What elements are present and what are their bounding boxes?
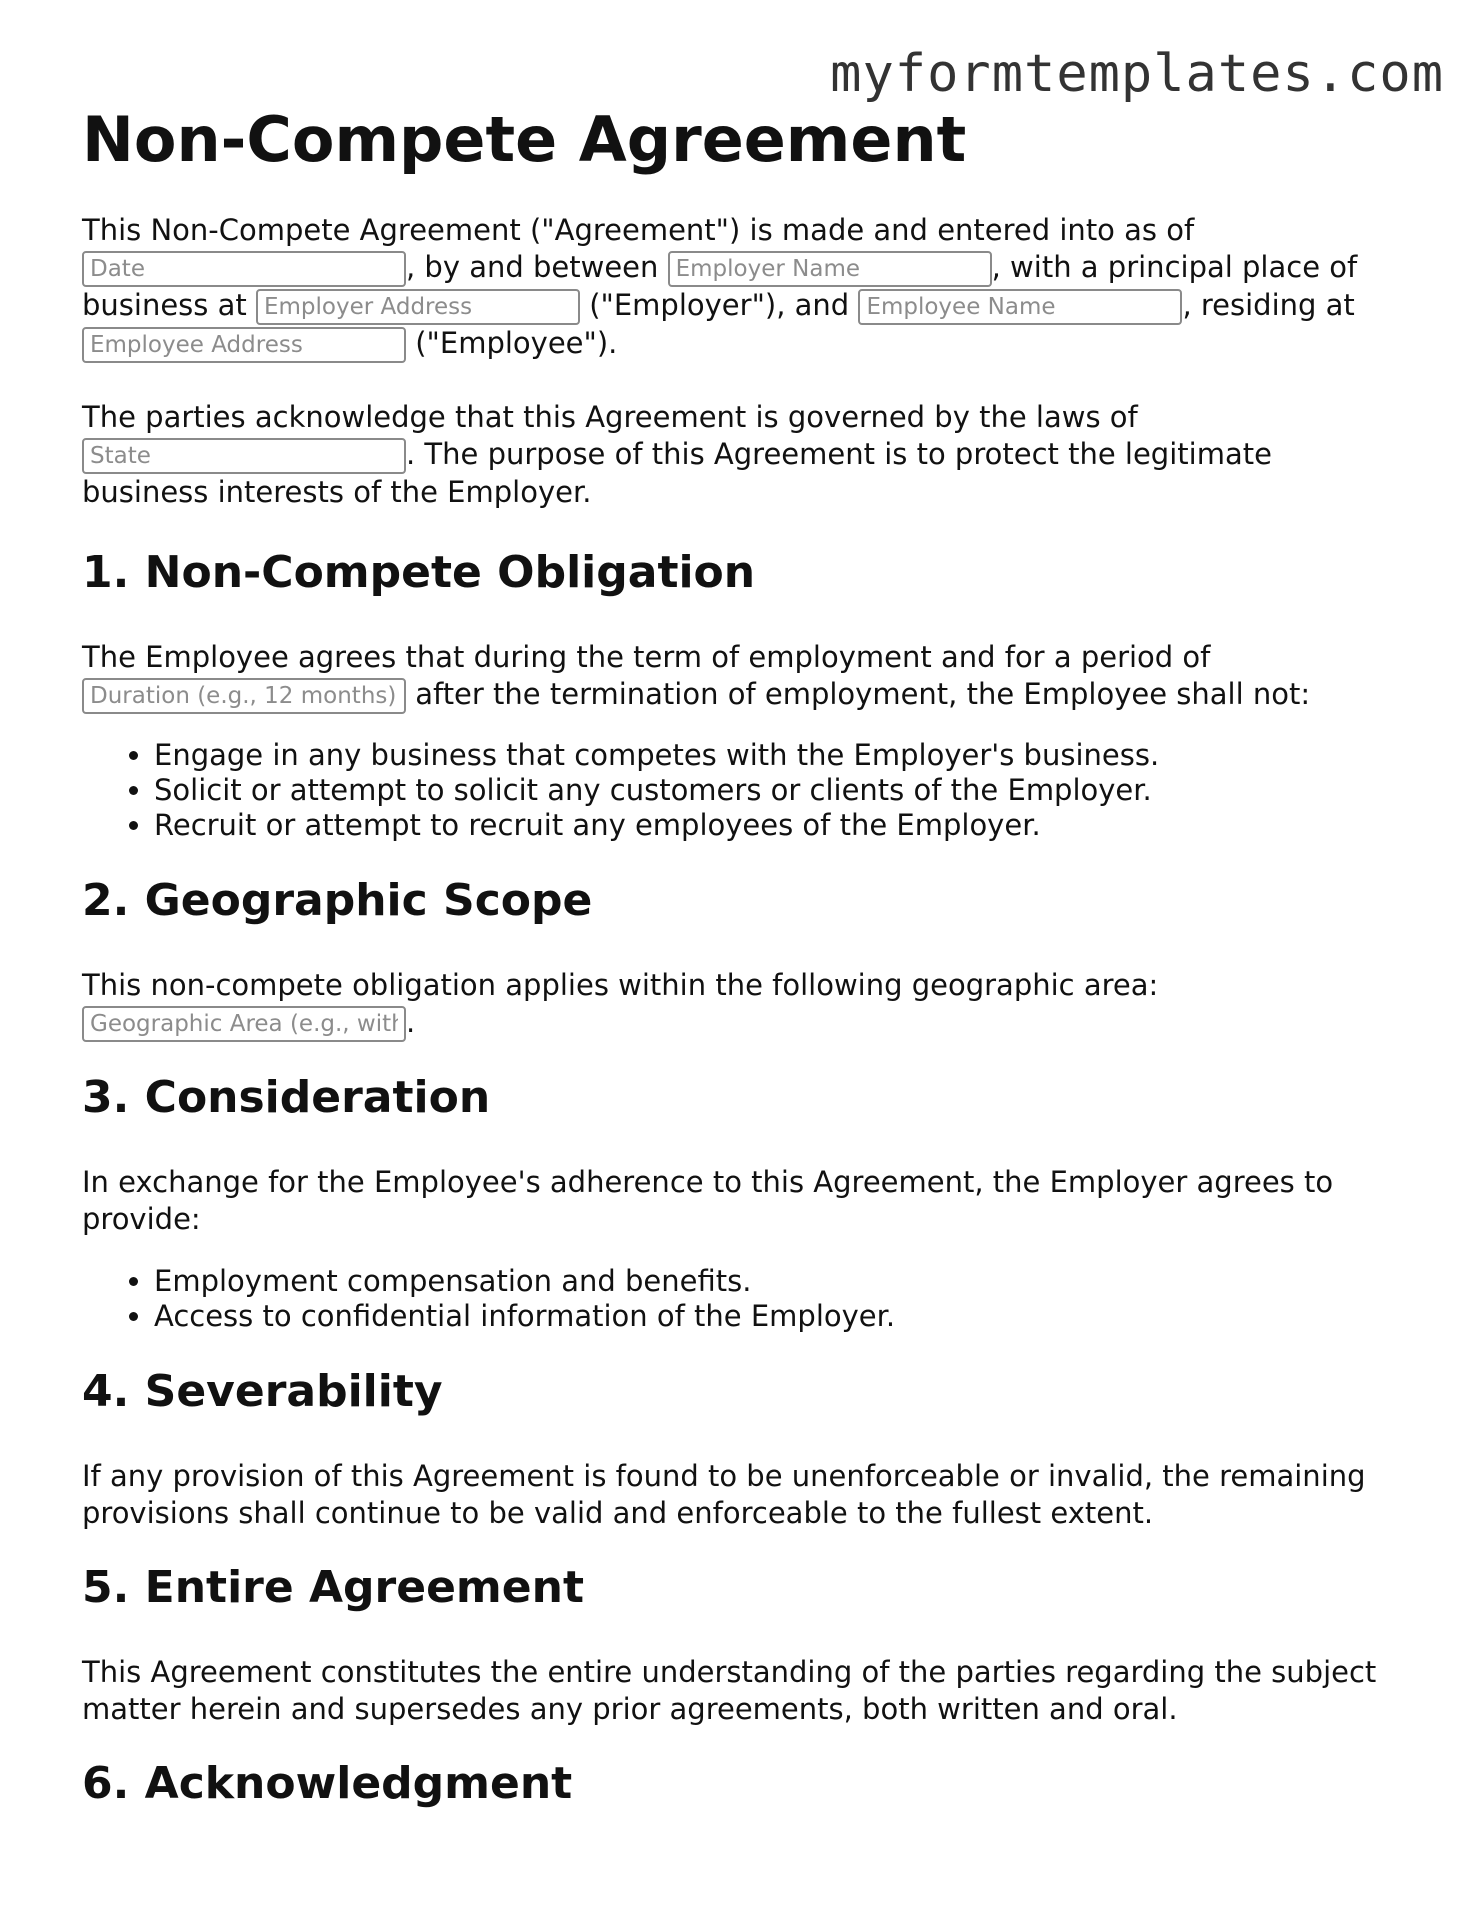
intro-text-1: This Non-Compete Agreement ("Agreement") is made and entered into as of: [82, 213, 1195, 247]
section-3-list: [82, 1264, 1382, 1334]
document-page: [82, 0, 1382, 1812]
section-2-paragraph: [82, 967, 1382, 1042]
list-item: • Employment compensation and benefits.: [154, 1264, 1382, 1299]
page-title: Non-Compete Agreement: [82, 103, 967, 176]
section-1-paragraph: [82, 639, 1382, 714]
intro-text-5: , residing at: [1182, 288, 1355, 322]
state-input[interactable]: [82, 438, 406, 474]
intro-text-4: ("Employer"), and: [579, 288, 859, 322]
duration-input[interactable]: [82, 678, 406, 714]
intro-text-6: ("Employee").: [406, 326, 618, 360]
section-3-heading: 3. Consideration: [82, 1072, 491, 1123]
section-2-text-2: .: [406, 1005, 416, 1039]
list-item: • Recruit or attempt to recruit any employees of the Employer.: [154, 808, 1382, 843]
section-6-heading: 6. Acknowledgment: [82, 1758, 573, 1809]
employer-address-input[interactable]: [256, 289, 580, 325]
employee-address-input[interactable]: [82, 327, 406, 363]
section-1-heading: 1. Non-Compete Obligation: [82, 547, 756, 598]
governing-law-paragraph: [82, 399, 1382, 511]
intro-text-3: , with a principal place of business at: [82, 250, 1358, 322]
employer-name-input[interactable]: [668, 251, 992, 287]
section-2-heading: 2. Geographic Scope: [82, 875, 593, 926]
list-item: • Solicit or attempt to solicit any customers or clients of the Employer.: [154, 773, 1382, 808]
intro-text-2: , by and between: [406, 250, 668, 284]
employee-name-input[interactable]: [858, 289, 1182, 325]
section-2-text-1: This non-compete obligation applies within the following geographic area:: [82, 968, 1159, 1002]
geographic-area-input[interactable]: [82, 1006, 406, 1042]
law-text-1: The parties acknowledge that this Agreement is governed by the laws of: [82, 400, 1138, 434]
section-3-paragraph: In exchange for the Employee's adherence to this Agreement, the Employer agrees to provide:: [82, 1165, 1334, 1236]
law-text-2: . The purpose of this Agreement is to protect the legitimate business interests of the Employer.: [82, 437, 1272, 509]
list-item: • Engage in any business that competes with the Employer's business.: [154, 738, 1382, 773]
date-input[interactable]: [82, 251, 406, 287]
site-watermark: myformtemplates.com: [830, 44, 1444, 104]
section-5-heading: 5. Entire Agreement: [82, 1562, 584, 1613]
intro-paragraph: [82, 212, 1382, 363]
section-4-paragraph: If any provision of this Agreement is found to be unenforceable or invalid, the remaining provisions shall continue to be valid and enforceable to the fullest extent.: [82, 1459, 1366, 1530]
section-4-heading: 4. Severability: [82, 1366, 443, 1417]
section-5-paragraph: This Agreement constitutes the entire understanding of the parties regarding the subject matter herein and supersedes any prior agreements, both written and oral.: [82, 1655, 1377, 1726]
section-1-text-2: after the termination of employment, the Employee shall not:: [406, 677, 1311, 711]
list-item: • Access to confidential information of the Employer.: [154, 1299, 1382, 1334]
section-1-text-1: The Employee agrees that during the term of employment and for a period of: [82, 640, 1211, 674]
section-1-list: [82, 738, 1382, 843]
